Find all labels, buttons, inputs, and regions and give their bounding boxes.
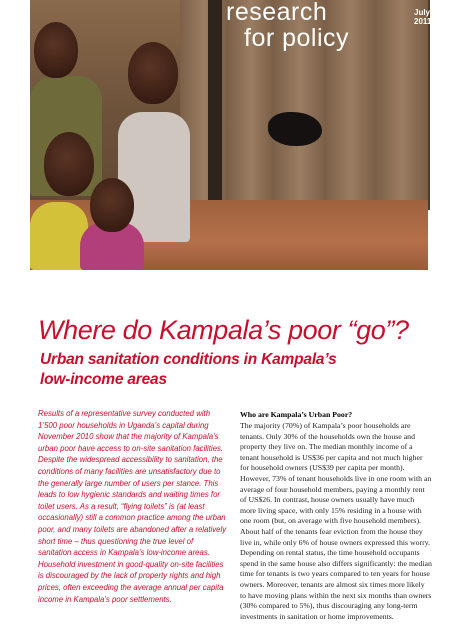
issue-date: July 2011 (414, 8, 432, 26)
section-body: The majority (70%) of Kampala’s poor households are tenants. Only 30% of the households own the house and property they live on. The median monthly income of a tenant household is US$36 per capita and not much higher for household owners (US$39 per capita per month). However, 73% of tenant households live in one room with an average of four household members, paying a monthly rent of US$26. In contrast, house owners usually have much more living space, with only 15% residing in a house with one room (but, on average with five household members). About half of the tenants fear eviction from the house they live in, while only 6% of house owners expressed this worry. Depending on rental status, the time household occupants spend in the same house also differs significantly: the median time for tenants is two years compared to ten years for house owners. Moreover, tenants are almost six times more likely to have moving plans within the next six months than owners (30% compared to 5%), thus discouraging any long-term investments in sanitation or home improvements. (240, 421, 432, 621)
page-title: Where do Kampala’s poor “go”? (38, 315, 409, 345)
cover-photo (30, 0, 432, 270)
door-gap (208, 0, 222, 215)
research-label: research (226, 0, 328, 26)
page-subtitle: Urban sanitation conditions in Kampala’s low-income areas (40, 351, 337, 388)
child-head (34, 22, 78, 78)
child-head (44, 132, 94, 196)
child-head (128, 42, 178, 104)
wall-hole (268, 112, 322, 146)
abstract-text: Results of a representative survey conducted with 1’500 poor households in Uganda’s capital during November 2010 show that the majority of Kampala’s urban poor have access to on-site sanitation facilities. Despite the widespread accessibility to sanitation, the conditions of many facilities are unsatisfactory due to the generally large number of users per stance. This leads to low hygienic standards and waiting times for toilet users. As a result, “flying toilets” is (at least occasionally) still a common practice among the urban poor, and many toilets are abandoned after a relatively short time – thus questioning the true level of sanitation access in Kampala’s low-income areas. Household investment in good-quality on-site facilities is discouraged by the lack of property rights and high prices, often exceeding the average annual per capita income in Kampala’s poor settlements. (38, 409, 227, 604)
for-policy-label: for policy (244, 24, 350, 52)
child-head (90, 178, 134, 232)
section-heading: Who are Kampala’s Urban Poor? (240, 410, 353, 419)
wall-plank (376, 0, 430, 210)
